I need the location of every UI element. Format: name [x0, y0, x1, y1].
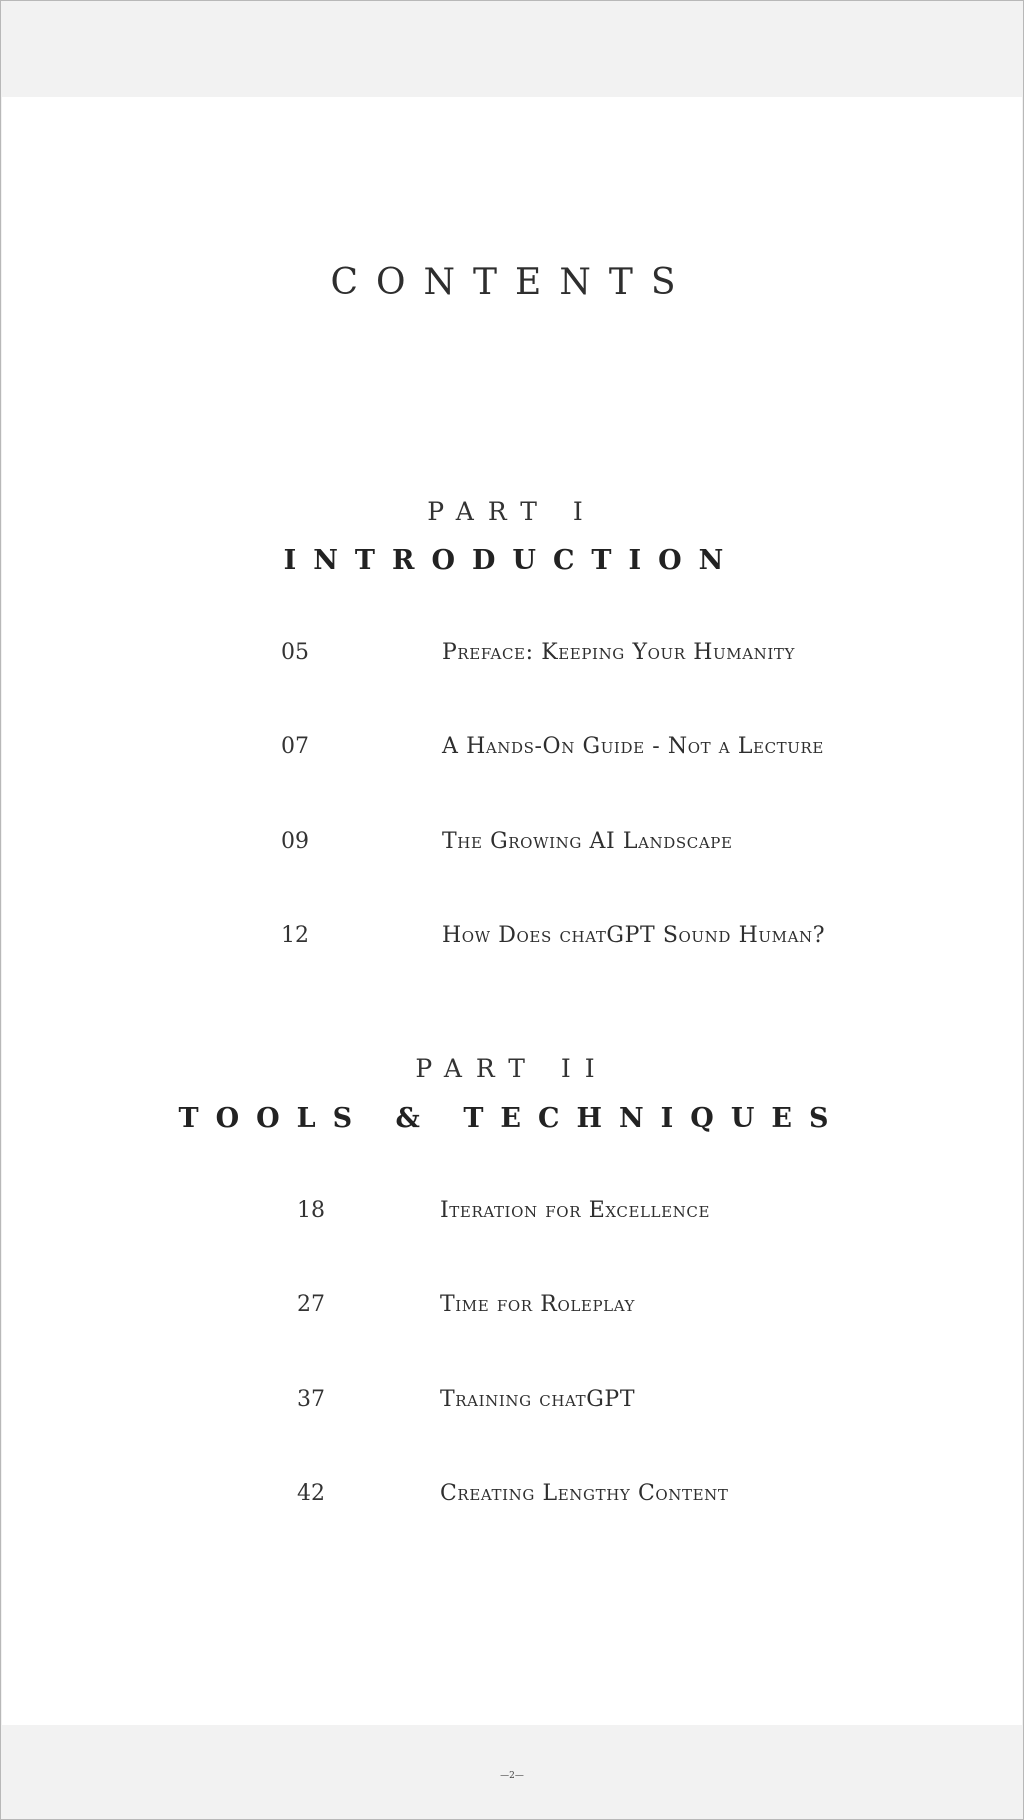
toc-entry[interactable]: [0, 923, 1024, 963]
toc-entry[interactable]: [0, 640, 1024, 680]
toc-entry-title: How Does chatGPT Sound Human?: [442, 923, 826, 948]
toc-entry[interactable]: [0, 1387, 1024, 1427]
toc-entry[interactable]: [0, 1292, 1024, 1332]
toc-page-number: 05: [281, 640, 309, 665]
part-1-title: INTRODUCTION: [283, 545, 741, 576]
toc-entry-title: Time for Roleplay: [440, 1292, 636, 1317]
part-2-label: PART II: [415, 1054, 609, 1083]
toc-page-number: 18: [297, 1198, 325, 1223]
part-1-label: PART I: [427, 497, 597, 526]
toc-page-number: 09: [281, 829, 309, 854]
toc-page-number: 07: [281, 734, 309, 759]
part-2-title: TOOLS & TECHNIQUES: [178, 1103, 846, 1134]
toc-page-number: 42: [297, 1481, 325, 1506]
toc-entry-title: A Hands-On Guide - Not a Lecture: [442, 734, 824, 759]
toc-entry-title: Iteration for Excellence: [440, 1198, 711, 1223]
page-number: —2—: [500, 1771, 524, 1781]
toc-page-number: 12: [281, 923, 309, 948]
toc-entry-title: Creating Lengthy Content: [440, 1481, 729, 1506]
toc-page-number: 37: [297, 1387, 325, 1412]
toc-entry-title: The Growing AI Landscape: [442, 829, 733, 854]
toc-entry-title: Training chatGPT: [440, 1387, 636, 1412]
toc-page-number: 27: [297, 1292, 325, 1317]
toc-entry[interactable]: [0, 1198, 1024, 1238]
toc-entry[interactable]: [0, 734, 1024, 774]
toc-entry-title: Preface: Keeping Your Humanity: [442, 640, 795, 665]
toc-entry[interactable]: [0, 1481, 1024, 1521]
contents-heading: CONTENTS: [330, 262, 694, 303]
toc-entry[interactable]: [0, 829, 1024, 869]
